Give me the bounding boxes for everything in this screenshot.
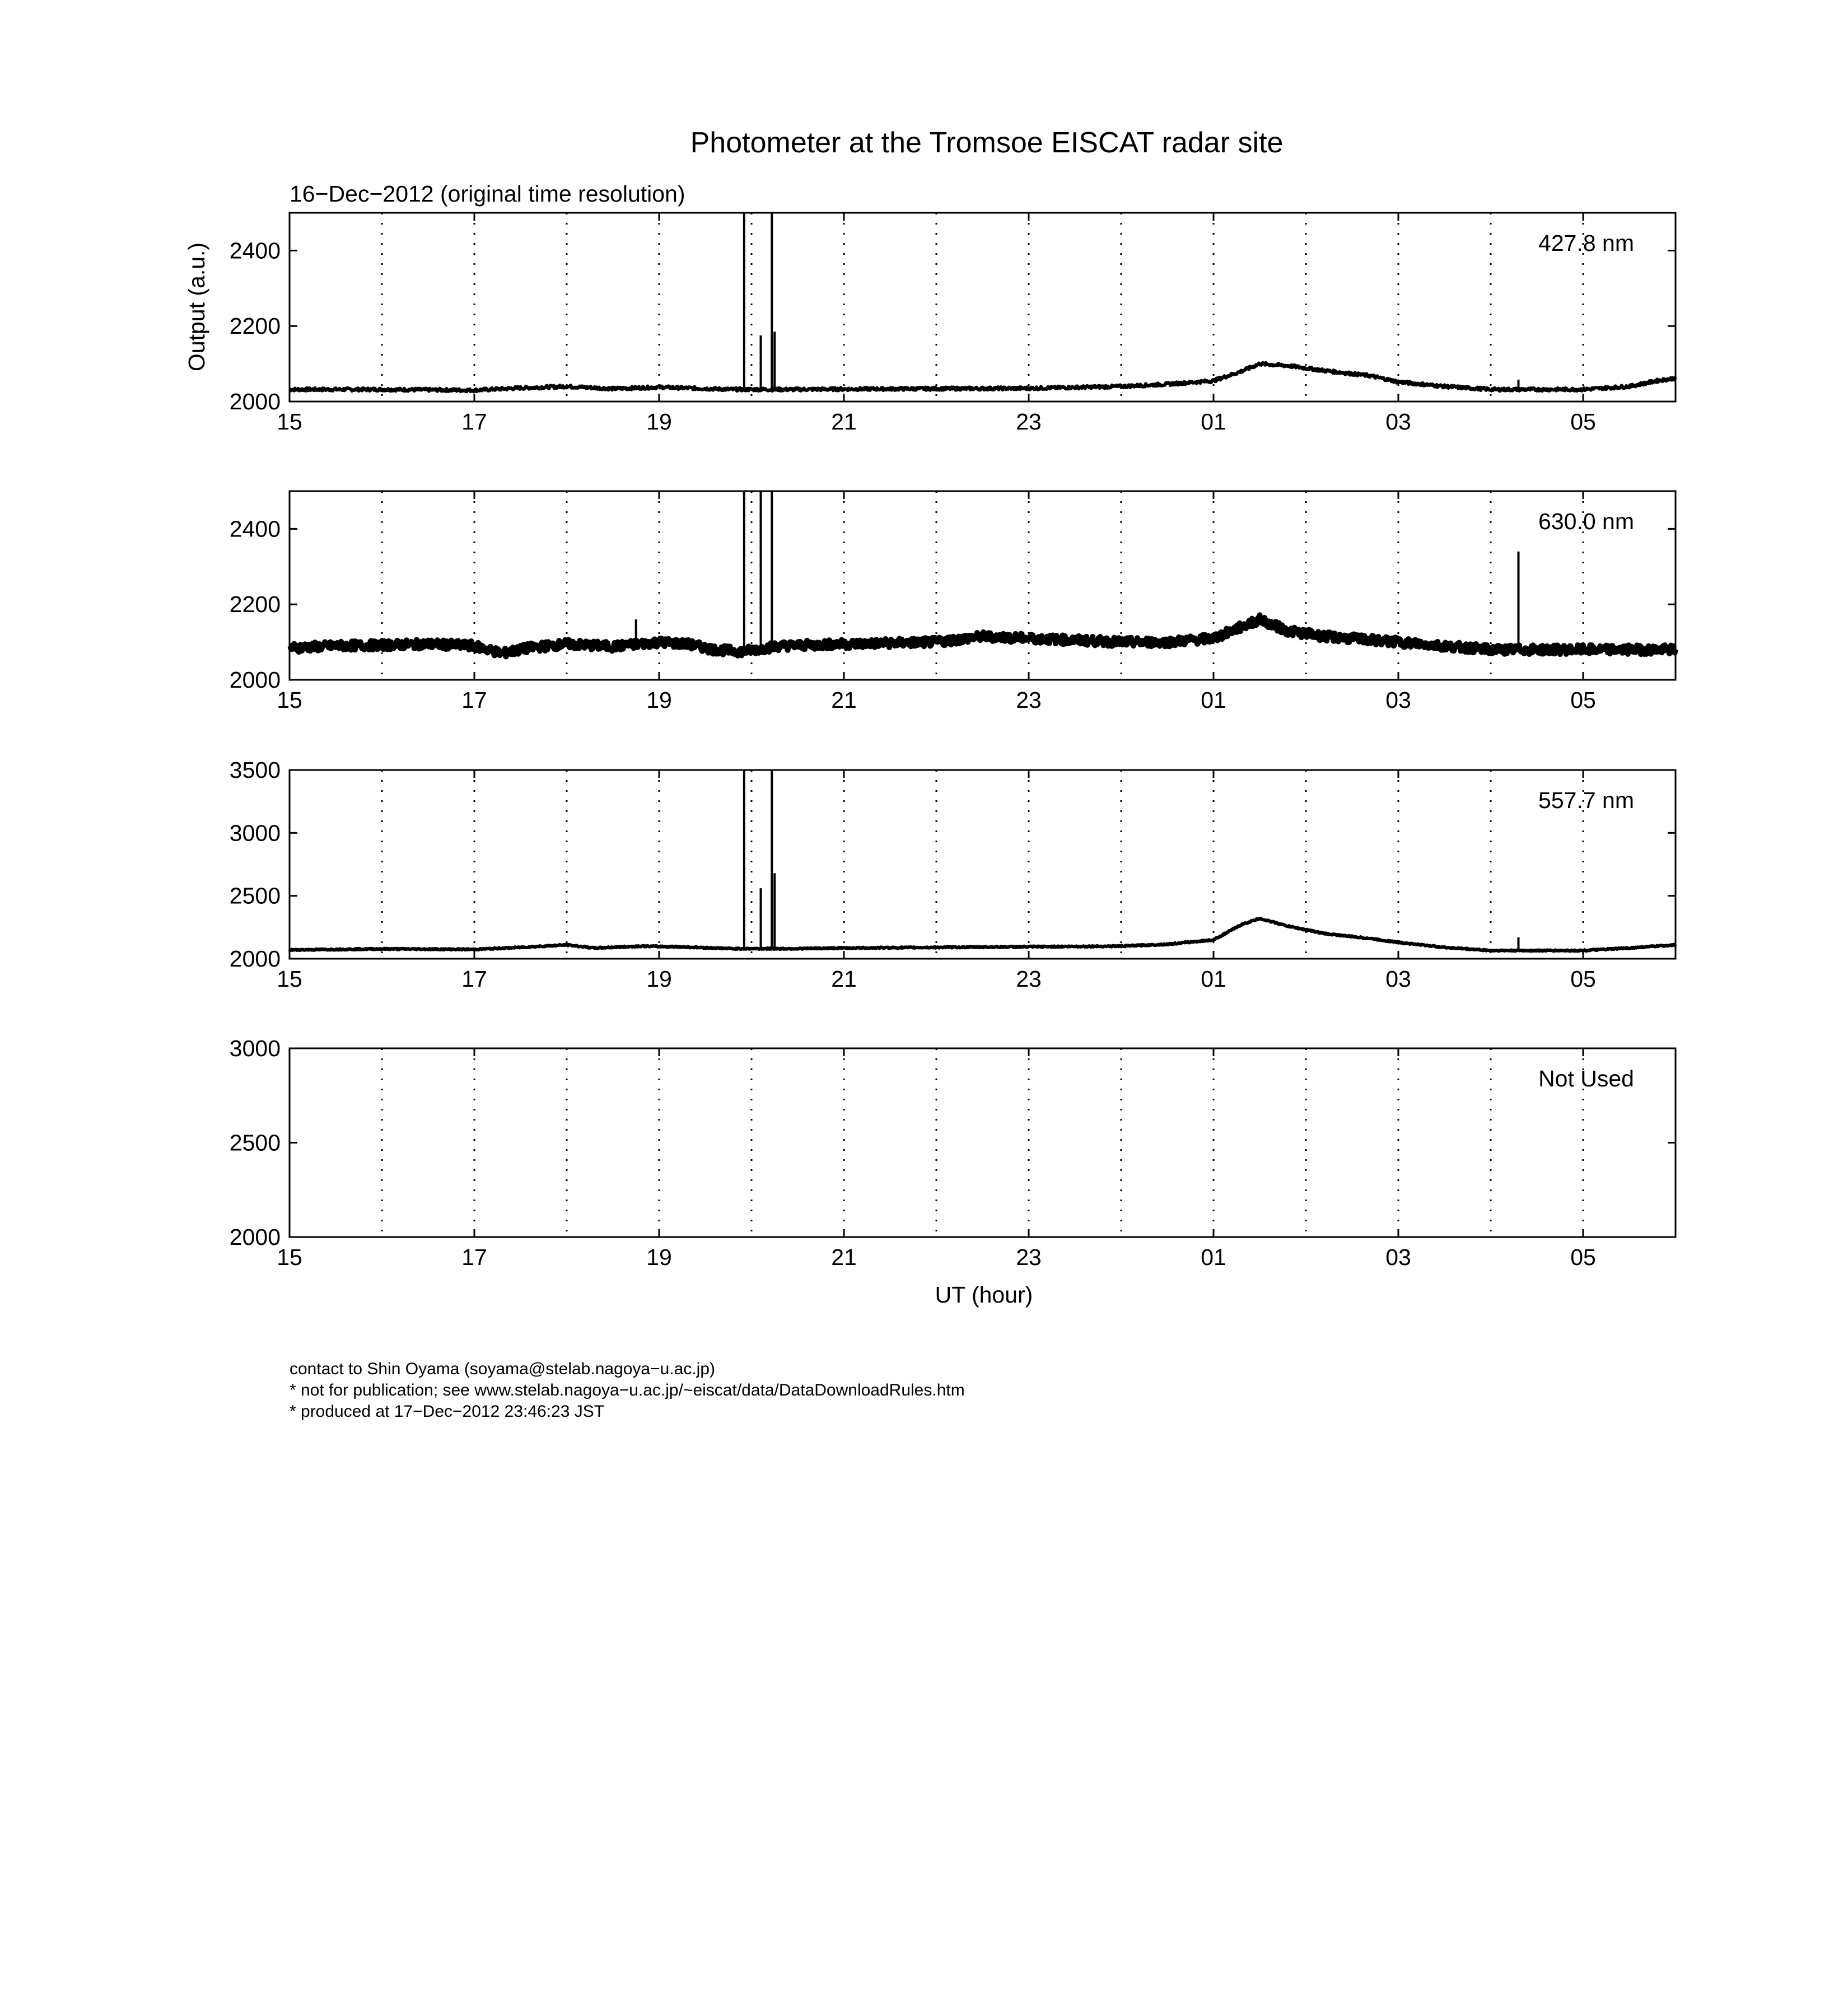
x-tick-label: 05 xyxy=(1570,1244,1596,1270)
x-tick-label: 15 xyxy=(277,966,302,992)
x-tick-label: 19 xyxy=(646,409,672,435)
x-tick-label: 17 xyxy=(461,687,487,713)
panel-1 xyxy=(230,213,1676,435)
x-tick-label: 05 xyxy=(1570,409,1596,435)
panel-frame xyxy=(290,770,1676,959)
y-tick-label: 2000 xyxy=(229,1224,281,1250)
y-tick-label: 3000 xyxy=(229,1035,281,1061)
x-axis-label: UT (hour) xyxy=(935,1282,1033,1308)
y-tick-label: 2200 xyxy=(229,313,281,339)
y-tick-label: 2000 xyxy=(229,946,281,972)
y-tick-label: 2500 xyxy=(229,883,281,909)
x-tick-label: 01 xyxy=(1201,1244,1226,1270)
x-tick-label: 21 xyxy=(831,687,857,713)
y-axis-label: Output (a.u.) xyxy=(184,242,209,372)
y-tick-label: 2200 xyxy=(229,591,281,618)
y-tick-label: 2400 xyxy=(229,516,281,542)
panel-label: 630.0 nm xyxy=(1538,508,1634,534)
figure-title: Photometer at the Tromsoe EISCAT radar site xyxy=(690,127,1284,159)
x-tick-label: 03 xyxy=(1385,1244,1411,1270)
x-tick-label: 15 xyxy=(277,409,302,435)
x-tick-label: 01 xyxy=(1201,409,1226,435)
x-tick-label: 21 xyxy=(831,966,857,992)
x-tick-label: 05 xyxy=(1570,966,1596,992)
panel-3 xyxy=(230,757,1676,992)
x-tick-label: 03 xyxy=(1385,409,1411,435)
x-tick-label: 17 xyxy=(461,966,487,992)
panel-frame xyxy=(290,1048,1676,1237)
x-tick-label: 17 xyxy=(461,409,487,435)
x-tick-label: 01 xyxy=(1201,687,1226,713)
panel-frame xyxy=(290,213,1676,402)
x-tick-label: 19 xyxy=(646,966,672,992)
panel-4 xyxy=(230,1035,1676,1270)
y-tick-label: 2000 xyxy=(229,667,281,693)
figure-subtitle: 16−Dec−2012 (original time resolution) xyxy=(290,181,685,207)
x-tick-label: 17 xyxy=(461,1244,487,1270)
x-tick-label: 03 xyxy=(1385,687,1411,713)
x-tick-label: 15 xyxy=(277,1244,302,1270)
y-tick-label: 2500 xyxy=(229,1130,281,1156)
y-tick-label: 3500 xyxy=(229,757,281,783)
x-tick-label: 23 xyxy=(1016,966,1042,992)
footer-produced-at: * produced at 17−Dec−2012 23:46:23 JST xyxy=(290,1402,605,1421)
x-tick-label: 21 xyxy=(831,409,857,435)
series-trace xyxy=(290,615,1676,656)
panel-label: 557.7 nm xyxy=(1538,787,1634,813)
x-tick-label: 23 xyxy=(1016,409,1042,435)
x-tick-label: 03 xyxy=(1385,966,1411,992)
x-tick-label: 23 xyxy=(1016,687,1042,713)
y-tick-label: 2400 xyxy=(229,237,281,264)
footer-contact: contact to Shin Oyama (soyama@stelab.nagoya−u.ac.jp) xyxy=(290,1360,716,1378)
panel-label: Not Used xyxy=(1538,1066,1634,1091)
footer-usage-note: * not for publication; see www.stelab.nagoya−u.ac.jp/~eiscat/data/DataDownloadRules.htm xyxy=(290,1381,965,1399)
series-trace xyxy=(290,918,1676,951)
panel-label: 427.8 nm xyxy=(1538,230,1634,256)
panel-2 xyxy=(230,491,1676,713)
x-tick-label: 19 xyxy=(646,687,672,713)
series-trace xyxy=(290,363,1676,392)
y-tick-label: 2000 xyxy=(229,389,281,414)
x-tick-label: 19 xyxy=(646,1244,672,1270)
x-tick-label: 23 xyxy=(1016,1244,1042,1270)
x-tick-label: 15 xyxy=(277,687,302,713)
x-tick-label: 01 xyxy=(1201,966,1226,992)
x-tick-label: 21 xyxy=(831,1244,857,1270)
x-tick-label: 05 xyxy=(1570,687,1596,713)
panels xyxy=(230,213,1676,1270)
y-tick-label: 3000 xyxy=(229,820,281,846)
